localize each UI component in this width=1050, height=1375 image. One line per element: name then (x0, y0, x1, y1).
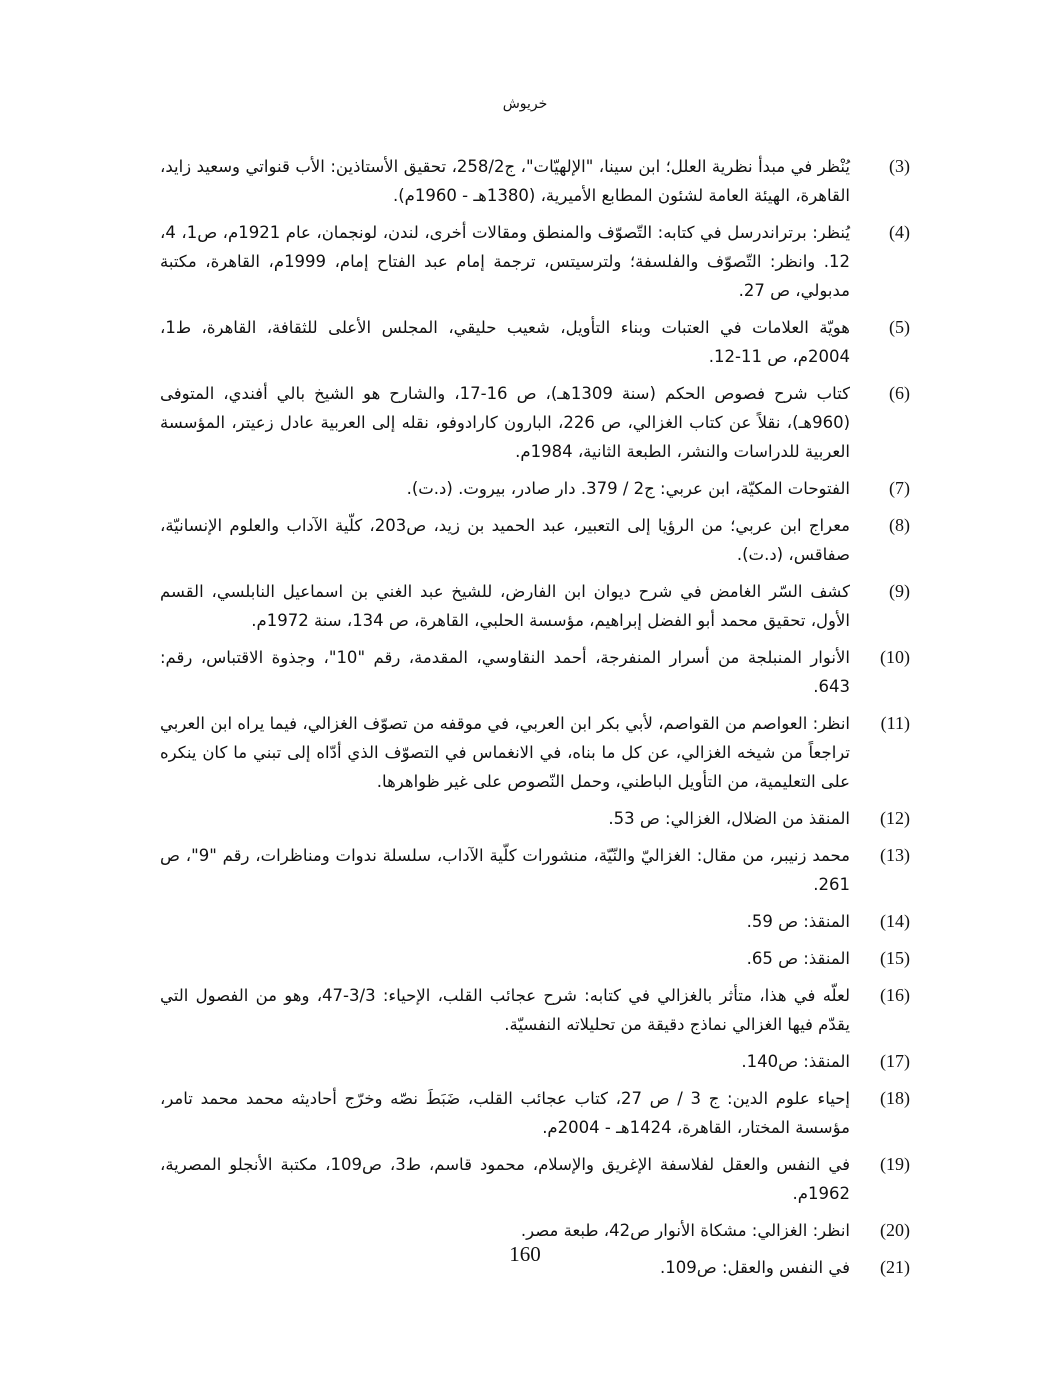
footnote-number: (17) (880, 1051, 910, 1071)
footnote-item (160, 1084, 910, 1142)
footnote-text: هويّة العلامات في العتبات وبناء التأويل، شعيب حليقي، المجلس الأعلى للثقافة، القاهرة، ط1، 2004م، ص 11-12. (160, 318, 850, 366)
footnote-number: (15) (880, 948, 910, 968)
footnote-text: المنقذ من الضلال، الغزالي: ص 53. (608, 809, 850, 828)
footnote-number: (20) (880, 1220, 910, 1240)
footnote-number: (13) (880, 845, 910, 865)
footnote-text: المنقذ: ص 59. (746, 912, 850, 931)
footnote-text: يُنظر: برتراندرسل في كتابه: التّصوّف والمنطق ومقالات أخرى، لندن، لونجمان، عام 1921م، ص1، 4، 12. وانظر: التّصوّف والفلسفة؛ ولترسيتس، ترجمة إمام عبد الفتاح إمام، 1999م، القاهرة، مكتبة مدبولي، ص 27. (160, 223, 851, 300)
footnote-item (160, 981, 910, 1039)
footnote-item (160, 379, 910, 466)
footnote-text: إحياء علوم الدين: ج 3 / ص 27، كتاب عجائب القلب، ضَبَطَ نصّه وخرّج أحاديثه محمد محمد تامر، مؤسسة المختار، القاهرة، 1424هـ - 2004م. (160, 1089, 850, 1137)
footnote-number: (18) (880, 1088, 910, 1108)
footnotes-list (160, 152, 910, 1290)
footnote-number: (5) (889, 317, 910, 337)
footnote-number: (7) (889, 478, 910, 498)
footnote-number: (21) (880, 1257, 910, 1277)
footnote-text: المنقذ: ص 65. (746, 949, 850, 968)
footnote-item (160, 1150, 910, 1208)
running-header: خريوش (502, 96, 548, 112)
footnote-text: الفتوحات المكيّة، ابن عربي: ج2 / 379. دار صادر، بيروت. (د.ت). (406, 479, 850, 498)
footnote-item (160, 511, 910, 569)
footnote-item (160, 841, 910, 899)
footnote-item (160, 907, 910, 936)
footnote-item (160, 577, 910, 635)
footnote-number: (19) (880, 1154, 910, 1174)
footnote-number: (8) (889, 515, 910, 535)
footnote-number: (11) (880, 713, 910, 733)
footnote-item (160, 218, 910, 305)
footnote-number: (4) (889, 222, 910, 242)
footnote-number: (14) (880, 911, 910, 931)
footnote-text: محمد زنيبر، من مقال: الغزاليّ والنّيّة، منشورات كلّية الآداب، سلسلة ندوات ومناظرات، رقم "9"، ص 261. (160, 846, 851, 894)
footnote-item (160, 474, 910, 503)
footnote-text: معراج ابن عربي؛ من الرؤيا إلى التعبير، عبد الحميد بن زيد، ص203، كلّية الآداب والعلوم الإنسانيّة، صفاقس، (د.ت). (160, 516, 850, 564)
footnote-text: الأنوار المنبلجة من أسرار المنفرجة، أحمد النقاوسي، المقدمة، رقم "10"، وجذوة الاقتباس، رقم: 643. (160, 648, 851, 696)
footnote-item (160, 1047, 910, 1076)
footnote-text: كشف السّر الغامض في شرح ديوان ابن الفارض، للشيخ عبد الغني بن اسماعيل النابلسي، القسم الأول، تحقيق محمد أبو الفضل إبراهيم، مؤسسة الحلبي، القاهرة، ص 134، سنة 1972م. (160, 582, 850, 630)
footnote-item (160, 643, 910, 701)
footnote-number: (6) (889, 383, 910, 403)
footnote-item (160, 944, 910, 973)
footnote-text: يُنْظر في مبدأ نظرية العلل؛ ابن سينا، "الإلهيّات"، ج258/2، تحقيق الأستاذين: الأب قنواتي وسعيد زايد، القاهرة، الهيئة العامة لشئون المطابع الأميرية، (1380هـ - 1960م). (160, 157, 850, 205)
footnote-text: لعلّه في هذا، متأثر بالغزالي في كتابه: شرح عجائب القلب، الإحياء: 3/3-47، وهو من الفصول التي يقدّم فيها الغزالي نماذج دقيقة من تحليلاته النفسيّة. (160, 986, 850, 1034)
footnote-text: في النفس والعقل: ص109. (660, 1258, 850, 1277)
footnote-number: (10) (880, 647, 910, 667)
footnote-number: (9) (889, 581, 910, 601)
footnote-number: (3) (889, 156, 910, 176)
footnote-number: (16) (880, 985, 910, 1005)
footnote-number: (12) (880, 808, 910, 828)
page-number: 160 (509, 1242, 541, 1266)
footnote-item (160, 709, 910, 796)
footnote-text: في النفس والعقل لفلاسفة الإغريق والإسلام، محمود قاسم، ط3، ص109، مكتبة الأنجلو المصرية، 1962م. (160, 1155, 850, 1203)
footnote-item (160, 804, 910, 833)
footnote-text: كتاب شرح فصوص الحكم (سنة 1309هـ)، ص 16-17، والشارح هو الشيخ بالي أفندي، المتوفى (960هـ)، نقلاً عن كتاب الغزالي، ص 226، البارون كارادوفو، نقله إلى العربية عادل زعيتر، المؤسسة العربية للدراسات والنشر، الطبعة الثانية، 1984م. (160, 384, 851, 461)
footnote-item (160, 1216, 910, 1245)
footnote-text: انظر: العواصم من القواصم، لأبي بكر ابن العربي، في موقفه من تصوّف الغزالي، فيما يراه ابن العربي تراجعاً من شيخه الغزالي، عن كل ما بناه، في الانغماس في التصوّف الذي أدّاه إلى تبني ما كان ينكره على التعليمية، من التأويل الباطني، وحمل النّصوص على غير ظواهرها. (160, 714, 850, 791)
footnote-text: المنقذ: ص140. (741, 1052, 850, 1071)
footnote-text: انظر: الغزالي: مشكاة الأنوار ص42، طبعة مصر. (520, 1221, 850, 1240)
footnote-item (160, 313, 910, 371)
footnote-item (160, 152, 910, 210)
